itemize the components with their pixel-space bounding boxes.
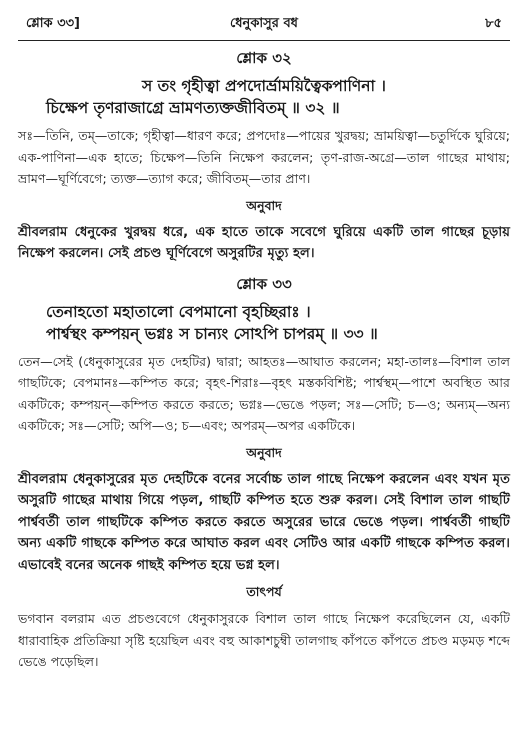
verse-33-title: শ্লোক ৩৩	[236, 274, 292, 293]
verse-33-purport-title: তাৎপর্য	[246, 584, 282, 599]
verse-32-translation: শ্রীবলরাম ধেনুকের খুরদ্বয় ধরে, এক হাতে তাকে সবেগে ঘুরিয়ে একটি তাল গাছের চূড়ায় নিক্ষেপ করলেন। সেই প্রচণ্ড ঘূর্ণিবেগে অসুরটির মৃত্যু হল।	[18, 224, 510, 261]
header-page-number: ৮৫	[485, 16, 502, 31]
verse-32-synonyms: সঃ—তিনি, তম্—তাকে; গৃহীত্বা—ধারণ করে; প্রপদোঃ—পায়ের খুরদ্বয়; ভ্রাময়িত্বা—চতুর্দিকে ঘুরিয়ে; এক-পাণিনা—এক হাতে; চিক্ষেপ—তিনি নিক্ষেপ করলেন; তৃণ-রাজ-অগ্রে—তাল গাছের মাথায়; ভ্রামণ—ঘূর্ণিবেগে; ত্যক্ত—ত্যাগ করে; জীবিতম্—তার প্রাণ।	[18, 128, 510, 186]
verse-32-translation-title: অনুবাদ	[246, 197, 282, 213]
verse-33-translation-title: অনুবাদ	[246, 444, 282, 460]
header-verse-ref: শ্লোক ৩৩]	[26, 16, 80, 31]
verse-32-line-1: স তং গৃহীত্বা প্রপদোর্ভ্রাময়িত্বৈকপাণিনা ।	[142, 77, 386, 95]
verse-32-line-2: চিক্ষেপ তৃণরাজাগ্রে ভ্রামণত্যক্তজীবিতম্ ॥ ৩২ ॥	[46, 99, 340, 117]
header-rule	[18, 40, 510, 41]
verse-33-synonyms: তেন—সেই (ধেনুকাসুরের মৃত দেহটির) দ্বারা; আহতঃ—আঘাত করলেন; মহা-তালঃ—বিশাল তাল গাছটিকে; বেপমানঃ—কম্পিত করে; বৃহৎ-শিরাঃ—বৃহৎ মস্তকবিশিষ্ট; পার্শ্বস্থম্—পাশে অবস্থিত আর একটিকে; কম্পয়ন্—কম্পিত করতে করতে; ভগ্নঃ—ভেঙে পড়ল; সঃ—সেটি; চ—ও; অন্যম্—অন্য একটিকে; সঃ—সেটি; অপি—ও; চ—এবং; অপরম্—অপর একটিকে।	[18, 353, 510, 433]
verse-32-title: শ্লোক ৩২	[236, 49, 292, 67]
verse-33-line-1: তেনাহতো মহাতালো বেপমানো বৃহচ্ছিরাঃ ।	[46, 302, 311, 321]
verse-33-purport: ভগবান বলরাম এত প্রচণ্ডবেগে ধেনুকাসুরকে বিশাল তাল গাছে নিক্ষেপ করেছিলেন যে, একটি ধারাবাহিক প্রতিক্রিয়া সৃষ্টি হয়েছিল এবং বহু আকাশচুম্বী তালগাছ কাঁপতে কাঁপতে প্রচণ্ড মড়মড় শব্দে ভেঙে পড়েছিল।	[18, 611, 510, 669]
header-chapter-title: ধেনুকাসুর বধ	[230, 16, 298, 31]
page-header	[18, 14, 510, 38]
page	[18, 14, 510, 673]
verse-33-translation: শ্রীবলরাম ধেনুকাসুরের মৃত দেহটিকে বনের সর্বোচ্চ তাল গাছে নিক্ষেপ করলেন এবং যখন মৃত অসুরটি গাছের মাথায় গিয়ে পড়ল, গাছটি কম্পিত হতে শুরু করল। সেই বিশাল তাল গাছটি পার্শ্ববর্তী তাল গাছটিকে কম্পিত করতে করতে অসুরের ভারে ভেঙে পড়ল। পার্শ্ববর্তী গাছটি অন্য একটি গাছকে কম্পিত করে আঘাত করল এবং সেটিও আর একটি গাছকে কম্পিত করল। এভাবেই বনের অনেক গাছই কম্পিত হয়ে ভগ্ন হল।	[18, 471, 510, 573]
verse-33-line-2: পার্শ্বস্থং কম্পয়ন্ ভগ্নঃ স চান্যং সোঽপি চাপরম্ ॥ ৩৩ ॥	[46, 324, 378, 343]
